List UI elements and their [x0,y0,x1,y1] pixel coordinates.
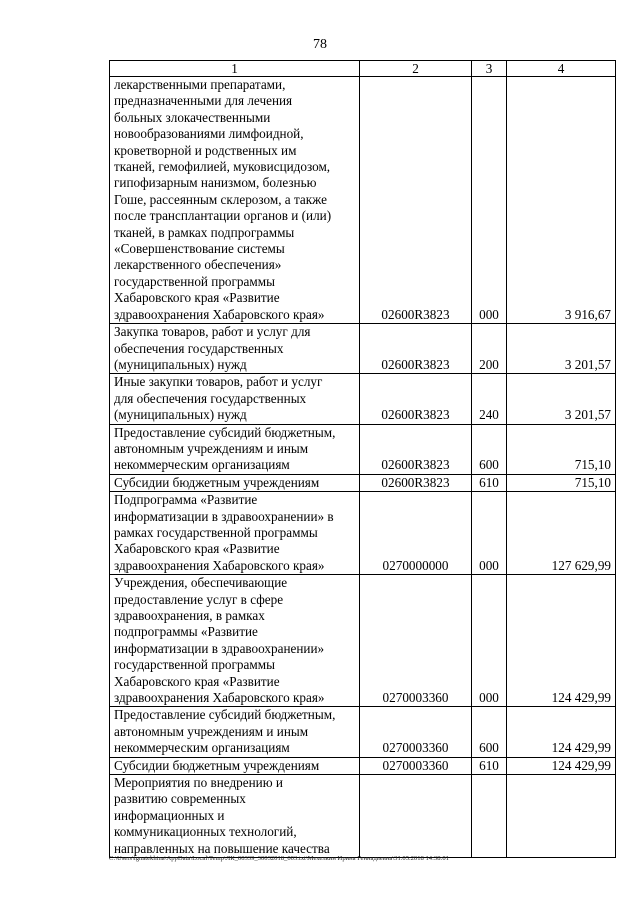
header-cell-4: 4 [507,61,616,77]
amount-value: 715,10 [507,424,616,474]
table-row [110,757,616,774]
description-line: Субсидии бюджетным учреждениям [114,474,320,490]
row-description [110,775,360,858]
expense-type-code: 600 [472,424,507,474]
description-line: Гоше, рассеянным склерозом, а также [114,191,327,207]
description-line: автономным учреждениям и иным [114,440,309,456]
target-article-code: 02600R3823 [360,474,472,491]
description-line: новообразованиями лимфоидной, [114,126,304,142]
row-description [110,757,360,774]
description-line: государственной программы [114,273,275,289]
expense-type-code: 000 [472,492,507,575]
description-line: здравоохранения Хабаровского края» [114,690,325,706]
description-line: здравоохранения Хабаровского края» [114,557,325,573]
description-line: лекарственного обеспечения» [114,257,282,273]
description-line: обеспечения государственных [114,340,284,356]
description-line: Предоставление субсидий бюджетным, [114,424,336,440]
table-header-row [110,61,616,77]
target-article-code: 02600R3823 [360,324,472,374]
row-description [110,77,360,324]
expense-type-code [472,775,507,858]
description-line: здравоохранения, в рамках [114,608,265,623]
description-line: направленных на повышение качества [114,840,330,856]
row-description [110,575,360,707]
description-line: «Совершенствование системы [114,241,285,257]
description-line: государственной программы [114,657,275,673]
description-line: Мероприятия по внедрению и [114,775,283,791]
amount-value: 715,10 [507,474,616,491]
amount-value: 124 429,99 [507,575,616,707]
table-row [110,324,616,374]
table-row [110,775,616,858]
amount-value: 3 916,67 [507,77,616,324]
description-line: некоммерческим организациям [114,457,290,473]
target-article-code: 02600R3823 [360,77,472,324]
table-row [110,424,616,474]
description-line: (муниципальных) нужд [114,407,247,423]
description-line: рамках государственной программы [114,524,318,540]
row-description [110,324,360,374]
description-line: Иные закупки товаров, работ и услуг [114,374,323,390]
description-line: информатизации в здравоохранении» в [114,508,334,524]
amount-value [507,775,616,858]
amount-value: 3 201,57 [507,324,616,374]
description-line: автономным учреждениям и иным [114,723,309,739]
table-row [110,707,616,757]
description-line: Субсидии бюджетным учреждениям [114,757,320,773]
description-line: предназначенными для лечения [114,93,293,109]
expense-type-code: 610 [472,757,507,774]
description-line: развитию современных [114,791,246,807]
description-line: Предоставление субсидий бюджетным, [114,707,336,723]
description-line: тканей, гемофилией, муковисцидозом, [114,159,331,175]
description-line: лекарственными препаратами, [114,77,286,92]
description-line: информатизации в здравоохранении» [114,640,325,656]
description-line: Закупка товаров, работ и услуг для [114,324,311,340]
description-line: здравоохранения Хабаровского края» [114,306,325,322]
description-line: коммуникационных технологий, [114,824,297,840]
description-line: (муниципальных) нужд [114,356,247,372]
amount-value: 3 201,57 [507,374,616,424]
table-row [110,77,616,324]
page-number: 78 [313,37,327,52]
target-article-code: 0270003360 [360,575,472,707]
description-line: Хабаровского края «Развитие [114,290,280,306]
table-row [110,474,616,491]
header-cell-3: 3 [472,61,507,77]
expense-type-code: 240 [472,374,507,424]
description-line: Учреждения, обеспечивающие [114,575,288,591]
description-line: для обеспечения государственных [114,390,307,406]
description-line: после трансплантации органов и (или) [114,208,332,224]
expense-type-code: 610 [472,474,507,491]
target-article-code [360,775,472,858]
description-line: Хабаровского края «Развитие [114,673,280,689]
footer-file-path: C:\Users\ignatekhina\AppData\Local\Temp\ЛК_00339_30032018_003.txt\Мехелкин Ирина Геннадьевна\31.05.2018 14:38:01 [109,855,449,862]
description-line: гипофизарным нанизмом, болезнью [114,175,317,191]
target-article-code: 0270003360 [360,707,472,757]
table-row [110,575,616,707]
table-row [110,492,616,575]
description-line: информационных и [114,807,225,823]
expense-type-code: 600 [472,707,507,757]
target-article-code: 0270000000 [360,492,472,575]
description-line: кроветворной и родственных им [114,142,297,158]
expense-type-code: 200 [472,324,507,374]
description-line: подпрограммы «Развитие [114,624,258,640]
target-article-code: 02600R3823 [360,374,472,424]
amount-value: 124 429,99 [507,707,616,757]
description-line: Подпрограмма «Развитие [114,492,258,508]
row-description [110,474,360,491]
budget-table [109,60,616,858]
amount-value: 124 429,99 [507,757,616,774]
row-description [110,374,360,424]
amount-value: 127 629,99 [507,492,616,575]
target-article-code: 02600R3823 [360,424,472,474]
description-line: предоставление услуг в сфере [114,591,284,607]
description-line: Хабаровского края «Развитие [114,541,280,557]
description-line: некоммерческим организациям [114,740,290,756]
row-description [110,424,360,474]
table-row [110,374,616,424]
header-cell-2: 2 [360,61,472,77]
expense-type-code: 000 [472,77,507,324]
description-line: больных злокачественными [114,109,271,125]
row-description [110,492,360,575]
description-line: тканей, в рамках подпрограммы [114,224,295,240]
target-article-code: 0270003360 [360,757,472,774]
expense-type-code: 000 [472,575,507,707]
header-cell-1: 1 [110,61,360,77]
row-description [110,707,360,757]
